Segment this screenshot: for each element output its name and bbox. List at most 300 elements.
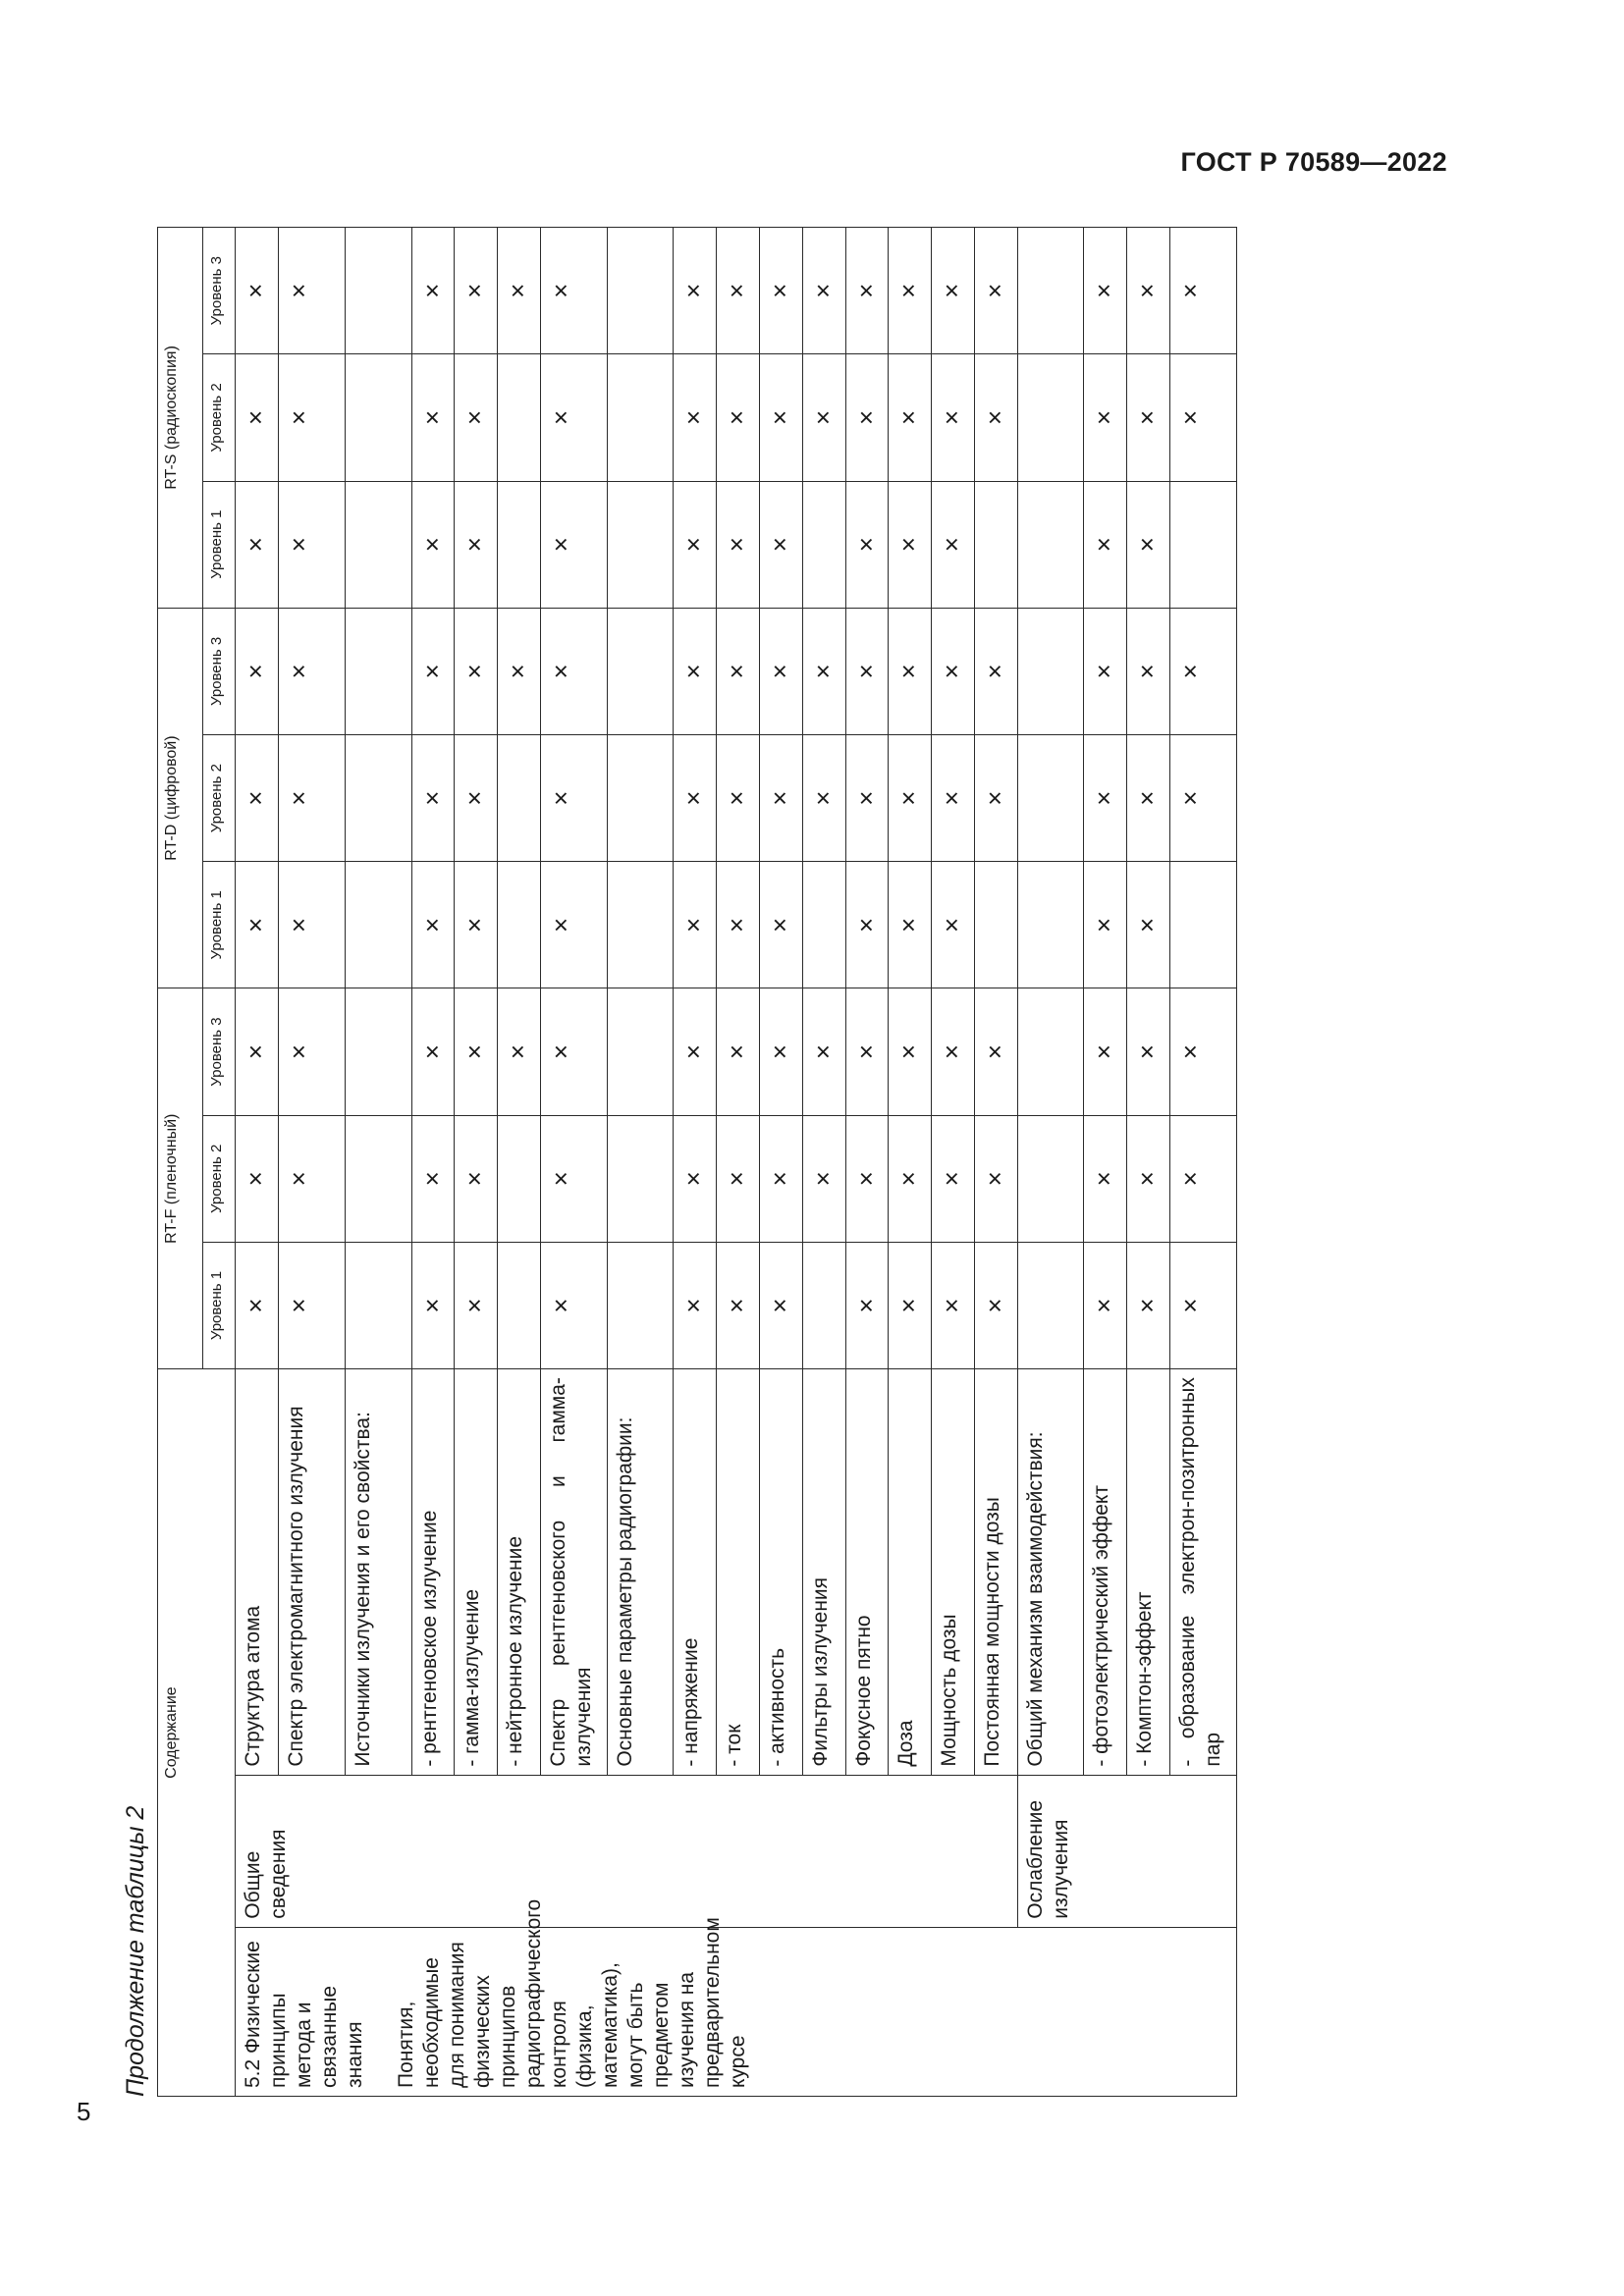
section-text: 5.2 Физические принципы метода и связанные знания Понятия, необходимые для понимания физических принципов радиографического контроля (физика, математика), могут быть предметом изучения на предварительном курсе — [242, 1898, 750, 2088]
mark-cell — [759, 862, 802, 988]
mark-cell — [802, 608, 845, 734]
level-header: Уровень 2 — [202, 1115, 235, 1242]
mark-cell — [1127, 1242, 1170, 1368]
mark-cell — [1017, 1115, 1084, 1242]
mark-cell — [236, 735, 279, 862]
mark-cell — [845, 354, 889, 481]
table-caption: Продолжение таблицы 2 — [122, 1805, 149, 2097]
mark-cell — [845, 481, 889, 608]
cross-mark: × — [1175, 1298, 1205, 1313]
cross-mark: × — [979, 409, 1009, 426]
section-cell — [236, 1898, 1237, 2096]
mark-cell — [889, 988, 932, 1115]
mark-cell — [607, 608, 674, 734]
cross-mark: × — [284, 1171, 314, 1187]
mark-cell — [802, 1242, 845, 1368]
cross-mark: × — [1132, 1298, 1163, 1313]
cross-mark: × — [1175, 1043, 1205, 1060]
page-number: 5 — [77, 2097, 91, 2126]
cross-mark: × — [1175, 790, 1205, 806]
mark-cell — [279, 1115, 346, 1242]
cross-mark: × — [416, 409, 447, 426]
content-item: Структура атома — [236, 1369, 279, 1776]
mark-cell — [607, 862, 674, 988]
mark-cell — [540, 988, 607, 1115]
mark-cell — [759, 988, 802, 1115]
mark-cell — [1084, 481, 1127, 608]
mark-cell — [540, 1242, 607, 1368]
cross-mark: × — [460, 1298, 490, 1313]
cross-mark: × — [1132, 409, 1163, 426]
content-item: - рентгеновское излучение — [411, 1369, 455, 1776]
mark-cell — [932, 862, 975, 988]
content-item: Фильтры излучения — [802, 1369, 845, 1776]
mark-cell — [974, 608, 1017, 734]
mark-cell — [932, 354, 975, 481]
cross-mark: × — [807, 664, 838, 679]
cross-mark: × — [503, 664, 533, 679]
mark-cell — [236, 862, 279, 988]
mark-cell — [279, 1242, 346, 1368]
mark-cell — [717, 1242, 760, 1368]
content-item: - фотоэлектрический эффект — [1084, 1369, 1127, 1776]
cross-mark: × — [764, 283, 794, 298]
mark-cell — [540, 481, 607, 608]
cross-mark: × — [979, 664, 1009, 679]
cross-mark: × — [807, 409, 838, 426]
mark-cell — [1017, 481, 1084, 608]
mark-cell — [889, 481, 932, 608]
mark-cell — [1017, 1242, 1084, 1368]
cross-mark: × — [545, 409, 575, 426]
mark-cell — [717, 228, 760, 354]
mark-cell — [498, 608, 541, 734]
mark-cell — [845, 228, 889, 354]
mark-cell — [607, 1115, 674, 1242]
cross-mark: × — [678, 283, 709, 298]
mark-cell — [717, 481, 760, 608]
mark-cell — [674, 608, 717, 734]
cross-mark: × — [284, 1298, 314, 1313]
cross-mark: × — [678, 790, 709, 806]
mark-cell — [1127, 481, 1170, 608]
mark-cell — [889, 862, 932, 988]
cross-mark: × — [807, 1043, 838, 1060]
mark-cell — [411, 481, 455, 608]
table-header-row — [158, 228, 203, 2097]
mark-cell — [411, 988, 455, 1115]
mark-cell — [974, 988, 1017, 1115]
mark-cell — [1170, 735, 1237, 862]
mark-cell — [540, 354, 607, 481]
cross-mark: × — [1132, 790, 1163, 806]
mark-cell — [674, 228, 717, 354]
cross-mark: × — [1089, 790, 1119, 806]
mark-cell — [1017, 354, 1084, 481]
cross-mark: × — [460, 790, 490, 806]
mark-cell — [236, 1115, 279, 1242]
cross-mark: × — [979, 1171, 1009, 1187]
cross-mark: × — [503, 1043, 533, 1060]
cross-mark: × — [1132, 537, 1163, 553]
content-item: - нейтронное излучение — [498, 1369, 541, 1776]
mark-cell — [1017, 228, 1084, 354]
mark-cell — [540, 1115, 607, 1242]
mark-cell — [607, 354, 674, 481]
cross-mark: × — [241, 1171, 271, 1187]
cross-mark: × — [979, 1043, 1009, 1060]
cross-mark: × — [764, 790, 794, 806]
cross-mark: × — [416, 1298, 447, 1313]
mark-cell — [1127, 988, 1170, 1115]
mark-cell — [717, 735, 760, 862]
mark-cell — [1084, 228, 1127, 354]
cross-mark: × — [850, 790, 881, 806]
cross-mark: × — [284, 537, 314, 553]
mark-cell — [279, 862, 346, 988]
cross-mark: × — [241, 1043, 271, 1060]
cross-mark: × — [893, 537, 924, 553]
mark-cell — [674, 862, 717, 988]
mark-cell — [1170, 1242, 1237, 1368]
content-item: Мощность дозы — [932, 1369, 975, 1776]
cross-mark: × — [764, 1298, 794, 1313]
mark-cell — [411, 862, 455, 988]
cross-mark: × — [284, 409, 314, 426]
mark-cell — [607, 481, 674, 608]
cross-mark: × — [678, 409, 709, 426]
mark-cell — [974, 862, 1017, 988]
mark-cell — [498, 481, 541, 608]
mark-cell — [607, 1242, 674, 1368]
cross-mark: × — [460, 283, 490, 298]
cross-mark: × — [893, 409, 924, 426]
mark-cell — [717, 354, 760, 481]
cross-mark: × — [1089, 1043, 1119, 1060]
table-row — [1017, 228, 1084, 2097]
content-item: Основные параметры радиографии: — [607, 1369, 674, 1776]
cross-mark: × — [1089, 1171, 1119, 1187]
mark-cell — [974, 735, 1017, 862]
cross-mark: × — [545, 790, 575, 806]
mark-cell — [1127, 228, 1170, 354]
cross-mark: × — [1132, 1043, 1163, 1060]
cross-mark: × — [937, 664, 967, 679]
mark-cell — [932, 1242, 975, 1368]
mark-cell — [411, 354, 455, 481]
mark-cell — [498, 735, 541, 862]
cross-mark: × — [1175, 409, 1205, 426]
cross-mark: × — [893, 664, 924, 679]
content-item: Постоянная мощности дозы — [974, 1369, 1017, 1776]
cross-mark: × — [1089, 537, 1119, 553]
mark-cell — [974, 1242, 1017, 1368]
mark-cell — [1127, 608, 1170, 734]
mark-cell — [607, 228, 674, 354]
mark-cell — [345, 354, 411, 481]
mark-cell — [759, 1242, 802, 1368]
cross-mark: × — [678, 1298, 709, 1313]
content-header: Содержание — [158, 1369, 236, 2097]
cross-mark: × — [1175, 283, 1205, 298]
mark-cell — [674, 1242, 717, 1368]
mark-cell — [1084, 608, 1127, 734]
level-header: Уровень 3 — [202, 988, 235, 1115]
mark-cell — [889, 354, 932, 481]
mark-cell — [540, 228, 607, 354]
mark-cell — [802, 228, 845, 354]
cross-mark: × — [893, 790, 924, 806]
cross-mark: × — [764, 537, 794, 553]
document-header: ГОСТ Р 70589—2022 — [1180, 147, 1447, 177]
mark-cell — [498, 1242, 541, 1368]
cross-mark: × — [416, 1171, 447, 1187]
mark-cell — [845, 988, 889, 1115]
cross-mark: × — [460, 664, 490, 679]
mark-cell — [759, 735, 802, 862]
mark-cell — [1084, 735, 1127, 862]
cross-mark: × — [850, 1043, 881, 1060]
mark-cell — [455, 1242, 498, 1368]
content-item: - гамма-излучение — [455, 1369, 498, 1776]
mark-cell — [674, 988, 717, 1115]
content-item: Источники излучения и его свойства: — [345, 1369, 411, 1776]
mark-cell — [1084, 862, 1127, 988]
mark-cell — [759, 354, 802, 481]
cross-mark: × — [893, 917, 924, 933]
mark-cell — [759, 228, 802, 354]
cross-mark: × — [722, 1171, 752, 1187]
mark-cell — [802, 988, 845, 1115]
content-item: Общий механизм взаимодействия: — [1017, 1369, 1084, 1776]
cross-mark: × — [893, 1043, 924, 1060]
cross-mark: × — [722, 537, 752, 553]
mark-cell — [1170, 481, 1237, 608]
cross-mark: × — [937, 537, 967, 553]
content-item: - активность — [759, 1369, 802, 1776]
mark-cell — [674, 481, 717, 608]
mark-cell — [455, 735, 498, 862]
cross-mark: × — [545, 664, 575, 679]
mark-cell — [717, 988, 760, 1115]
cross-mark: × — [678, 917, 709, 933]
cross-mark: × — [241, 537, 271, 553]
mark-cell — [607, 735, 674, 862]
cross-mark: × — [850, 917, 881, 933]
mark-cell — [932, 228, 975, 354]
content-item: - Комптон-эффект — [1127, 1369, 1170, 1776]
cross-mark: × — [1089, 1298, 1119, 1313]
cross-mark: × — [807, 1171, 838, 1187]
cross-mark: × — [241, 409, 271, 426]
cross-mark: × — [416, 1043, 447, 1060]
mark-cell — [802, 354, 845, 481]
cross-mark: × — [937, 1298, 967, 1313]
mark-cell — [279, 481, 346, 608]
mark-cell — [279, 354, 346, 481]
mark-cell — [1170, 862, 1237, 988]
cross-mark: × — [678, 1043, 709, 1060]
mark-cell — [974, 228, 1017, 354]
mark-cell — [607, 988, 674, 1115]
cross-mark: × — [460, 1043, 490, 1060]
cross-mark: × — [850, 1298, 881, 1313]
content-item: Фокусное пятно — [845, 1369, 889, 1776]
cross-mark: × — [937, 283, 967, 298]
cross-mark: × — [460, 1171, 490, 1187]
mark-cell — [455, 228, 498, 354]
cross-mark: × — [284, 283, 314, 298]
mark-cell — [540, 608, 607, 734]
mark-cell — [759, 481, 802, 608]
mark-cell — [455, 862, 498, 988]
mark-cell — [759, 1115, 802, 1242]
mark-cell — [498, 1115, 541, 1242]
mark-cell — [279, 988, 346, 1115]
mark-cell — [889, 1242, 932, 1368]
mark-cell — [345, 608, 411, 734]
content-item: - образование электрон-позитронных пар — [1170, 1369, 1237, 1776]
mark-cell — [932, 735, 975, 862]
mark-cell — [1170, 228, 1237, 354]
cross-mark: × — [893, 283, 924, 298]
cross-mark: × — [850, 664, 881, 679]
mark-cell — [802, 481, 845, 608]
cross-mark: × — [1132, 1171, 1163, 1187]
level-header: Уровень 1 — [202, 1242, 235, 1368]
content-item: Спектр электромагнитного излучения — [279, 1369, 346, 1776]
mark-cell — [345, 735, 411, 862]
cross-mark: × — [545, 283, 575, 298]
cross-mark: × — [1089, 917, 1119, 933]
table-rotated-wrapper — [157, 227, 1237, 2097]
cross-mark: × — [1089, 664, 1119, 679]
cross-mark: × — [722, 1298, 752, 1313]
cross-mark: × — [416, 537, 447, 553]
cross-mark: × — [722, 664, 752, 679]
mark-cell — [802, 1115, 845, 1242]
cross-mark: × — [678, 664, 709, 679]
cross-mark: × — [1132, 664, 1163, 679]
mark-cell — [802, 735, 845, 862]
mark-cell — [236, 608, 279, 734]
mark-cell — [540, 735, 607, 862]
cross-mark: × — [545, 917, 575, 933]
cross-mark: × — [764, 1171, 794, 1187]
cross-mark: × — [764, 917, 794, 933]
mark-cell — [759, 608, 802, 734]
mark-cell — [845, 1115, 889, 1242]
mark-cell — [455, 988, 498, 1115]
cross-mark: × — [937, 1171, 967, 1187]
mark-cell — [845, 735, 889, 862]
cross-mark: × — [764, 409, 794, 426]
mark-cell — [1017, 735, 1084, 862]
cross-mark: × — [979, 283, 1009, 298]
mark-cell — [236, 354, 279, 481]
cross-mark: × — [1132, 283, 1163, 298]
mark-cell — [717, 862, 760, 988]
mark-cell — [345, 1242, 411, 1368]
level-header: Уровень 3 — [202, 228, 235, 354]
cross-mark: × — [1089, 283, 1119, 298]
cross-mark: × — [807, 790, 838, 806]
mark-cell — [932, 608, 975, 734]
cross-mark: × — [1132, 917, 1163, 933]
cross-mark: × — [241, 790, 271, 806]
mark-cell — [845, 1242, 889, 1368]
mark-cell — [345, 481, 411, 608]
mark-cell — [802, 862, 845, 988]
cross-mark: × — [284, 1043, 314, 1060]
mark-cell — [932, 1115, 975, 1242]
mark-cell — [1017, 608, 1084, 734]
mark-cell — [540, 862, 607, 988]
mark-cell — [498, 988, 541, 1115]
cross-mark: × — [678, 537, 709, 553]
cross-mark: × — [937, 917, 967, 933]
cross-mark: × — [503, 283, 533, 298]
level-header: Уровень 1 — [202, 481, 235, 608]
content-item: Спектр рентгеновского и гамма-излучения — [540, 1369, 607, 1776]
cross-mark: × — [722, 790, 752, 806]
mark-cell — [889, 1115, 932, 1242]
mark-cell — [345, 228, 411, 354]
mark-cell — [1084, 354, 1127, 481]
cross-mark: × — [545, 1171, 575, 1187]
level-header: Уровень 2 — [202, 735, 235, 862]
cross-mark: × — [416, 917, 447, 933]
cross-mark: × — [460, 409, 490, 426]
mark-cell — [498, 862, 541, 988]
cross-mark: × — [416, 664, 447, 679]
cross-mark: × — [807, 283, 838, 298]
cross-mark: × — [241, 283, 271, 298]
mark-cell — [345, 862, 411, 988]
mark-cell — [411, 735, 455, 862]
mark-cell — [974, 481, 1017, 608]
cross-mark: × — [850, 409, 881, 426]
mark-cell — [345, 1115, 411, 1242]
mark-cell — [236, 1242, 279, 1368]
content-item: Доза — [889, 1369, 932, 1776]
mark-cell — [717, 1115, 760, 1242]
mark-cell — [932, 988, 975, 1115]
mark-cell — [1127, 354, 1170, 481]
mark-cell — [674, 735, 717, 862]
mark-cell — [411, 608, 455, 734]
cross-mark: × — [284, 664, 314, 679]
content-item: - ток — [717, 1369, 760, 1776]
cross-mark: × — [764, 664, 794, 679]
mark-cell — [889, 228, 932, 354]
mark-cell — [845, 608, 889, 734]
cross-mark: × — [979, 1298, 1009, 1313]
mark-cell — [279, 228, 346, 354]
mark-cell — [455, 354, 498, 481]
mark-cell — [932, 481, 975, 608]
cross-mark: × — [979, 790, 1009, 806]
mark-cell — [1084, 1242, 1127, 1368]
mark-cell — [455, 608, 498, 734]
cross-mark: × — [850, 1171, 881, 1187]
level-header: Уровень 2 — [202, 354, 235, 481]
mark-cell — [1084, 988, 1127, 1115]
cross-mark: × — [241, 664, 271, 679]
cross-mark: × — [937, 1043, 967, 1060]
level-header: Уровень 3 — [202, 608, 235, 734]
mark-cell — [236, 988, 279, 1115]
